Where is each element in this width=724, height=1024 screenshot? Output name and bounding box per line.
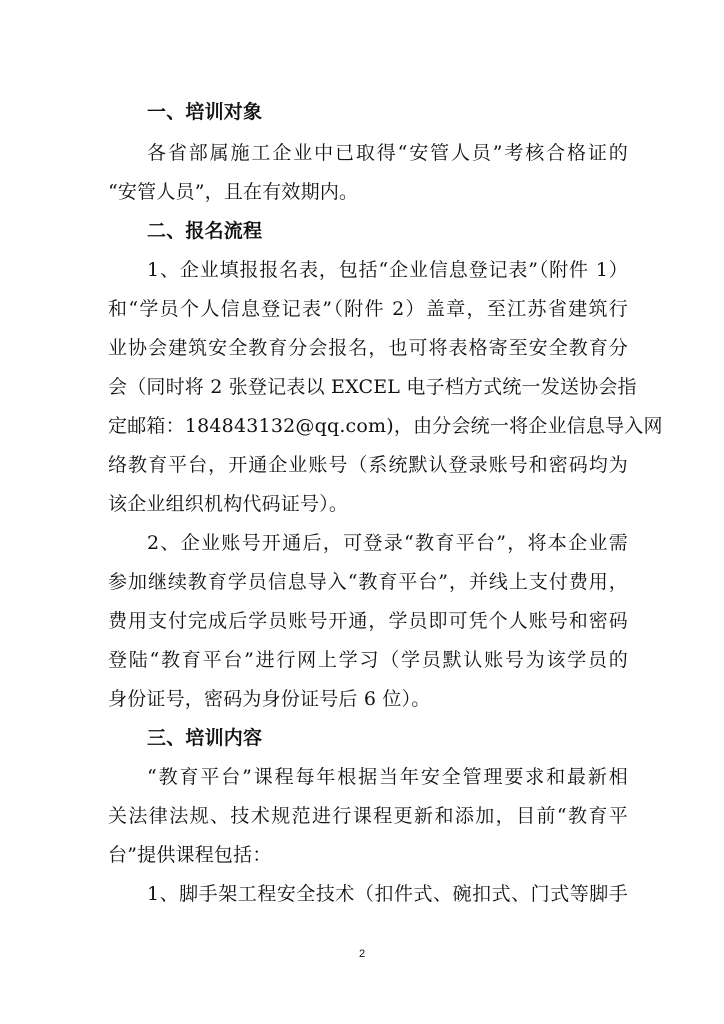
paragraph-line: 2、企业账号开通后，可登录“教育平台”，将本企业需	[147, 532, 628, 554]
paragraph-line: 和“学员个人信息登记表”（附件 2）盖章，至江苏省建筑行	[108, 298, 628, 320]
paragraph-line: 台”提供课程包括：	[108, 844, 272, 866]
paragraph-line: 登陆“教育平台”进行网上学习（学员默认账号为该学员的	[108, 649, 628, 671]
section-heading-registration-process: 二、报名流程	[147, 220, 263, 242]
paragraph-line: 业协会建筑安全教育分会报名，也可将表格寄至安全教育分	[108, 337, 628, 359]
paragraph-line: 会（同时将 2 张登记表以 EXCEL 电子档方式统一发送协会指	[108, 376, 637, 398]
page-number: 2	[358, 948, 366, 960]
paragraph-line: “教育平台”课程每年根据当年安全管理要求和最新相	[147, 766, 628, 788]
paragraph-line-email: 定邮箱：184843132@qq.com)，由分会统一将企业信息导入网	[108, 415, 663, 437]
paragraph-line: 各省部属施工企业中已取得“安管人员”考核合格证的	[147, 142, 628, 164]
section-heading-training-targets: 一、培训对象	[147, 101, 263, 123]
paragraph-line: 1、企业填报报名表，包括“企业信息登记表”（附件 1）	[147, 259, 628, 281]
section-heading-training-content: 三、培训内容	[147, 727, 263, 749]
paragraph-line: 身份证号，密码为身份证号后 6 位）。	[108, 688, 431, 710]
paragraph-line: 费用支付完成后学员账号开通，学员即可凭个人账号和密码	[108, 610, 628, 632]
paragraph-line: 关法律法规、技术规范进行课程更新和添加，目前“教育平	[108, 805, 628, 827]
paragraph-line: 该企业组织机构代码证号）。	[108, 493, 349, 515]
paragraph-line: 1、脚手架工程安全技术（扣件式、碗扣式、门式等脚手	[147, 883, 628, 905]
paragraph-line: “安管人员”，且在有效期内。	[108, 181, 359, 203]
paragraph-line: 参加继续教育学员信息导入“教育平台”，并线上支付费用，	[108, 571, 628, 593]
paragraph-line: 络教育平台，开通企业账号（系统默认登录账号和密码均为	[108, 454, 628, 476]
